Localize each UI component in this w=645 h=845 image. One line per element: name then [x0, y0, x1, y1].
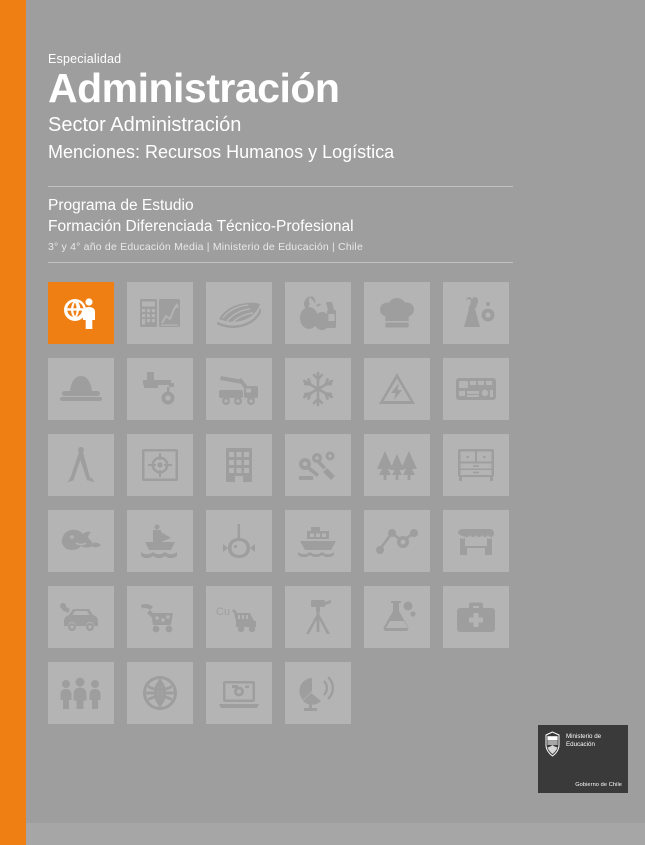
ministry-name-line2: Educación: [566, 741, 595, 749]
naves-icon: [297, 525, 339, 557]
specialty-icon-grid: [48, 282, 520, 724]
divider-top: [48, 186, 513, 187]
acuicultura-icon: [60, 525, 102, 557]
refrigeracion-icon: [300, 371, 336, 407]
forestal-icon: [376, 449, 418, 481]
audiovisual-icon: [218, 677, 260, 709]
metalurgia-icon: [216, 601, 262, 633]
electronica-icon: [455, 374, 497, 404]
tile-edificacion[interactable]: [206, 434, 272, 496]
dibujo-tecnico-icon: [66, 446, 96, 484]
program-line-2: Formación Diferenciada Técnico-Profesional: [48, 217, 354, 235]
header-block: [48, 52, 518, 164]
tile-naves[interactable]: [285, 510, 351, 572]
topografia-icon: [301, 598, 335, 636]
tile-salud[interactable]: [443, 586, 509, 648]
muebles-icon: [457, 448, 495, 482]
mineria-icon: [139, 601, 181, 633]
tile-contabilidad[interactable]: [127, 282, 193, 344]
page-title: Administración: [48, 65, 340, 111]
edificacion-icon: [222, 446, 256, 484]
svg-text:Cu: Cu: [216, 606, 231, 618]
parvulos-icon: [59, 677, 103, 709]
tile-construccion[interactable]: [48, 358, 114, 420]
industrial-icon: [297, 448, 339, 482]
gastronomia-icon: [376, 296, 418, 330]
alimentacion-icon: [298, 294, 338, 332]
tile-dibujo-tecnico[interactable]: [48, 434, 114, 496]
tile-recursos-pesqueros[interactable]: [206, 510, 272, 572]
tile-administracion[interactable]: [48, 282, 114, 344]
pesqueria-icon: [139, 524, 181, 558]
tile-industrial[interactable]: [285, 434, 351, 496]
tile-montaje-industrial[interactable]: [206, 358, 272, 420]
tile-mineria[interactable]: [127, 586, 193, 648]
tile-electronica[interactable]: [443, 358, 509, 420]
montaje-industrial-icon: [217, 372, 261, 406]
mecanica-precision-icon: [141, 447, 179, 483]
divider-bottom: [48, 262, 513, 263]
tile-metalurgia[interactable]: [206, 586, 272, 648]
quimica-icon: [377, 599, 417, 635]
accent-bar: [0, 0, 26, 845]
eyebrow-label: Especialidad: [48, 52, 122, 66]
program-line-1: Programa de Estudio: [48, 197, 194, 214]
government-label: Gobierno de Chile: [575, 782, 622, 788]
tile-comercio[interactable]: [443, 510, 509, 572]
recursos-pesqueros-icon: [222, 522, 256, 560]
tile-acuicultura[interactable]: [48, 510, 114, 572]
tile-mecanica-automotriz[interactable]: [48, 586, 114, 648]
tile-mecanica-precision[interactable]: [127, 434, 193, 496]
salud-icon: [456, 601, 496, 633]
comercio-icon: [456, 525, 496, 557]
tile-parvulos[interactable]: [48, 662, 114, 724]
ministry-name-line1: Ministerio de: [566, 733, 602, 740]
tile-instalaciones-sanitarias[interactable]: [127, 358, 193, 420]
cover-content: [26, 0, 645, 845]
chile-crest-icon: [544, 731, 561, 757]
tile-audiovisual[interactable]: [206, 662, 272, 724]
tile-pesqueria[interactable]: [127, 510, 193, 572]
tile-quimica[interactable]: [364, 586, 430, 648]
vestuario-icon: [456, 294, 496, 332]
tile-telecomunicaciones[interactable]: [285, 662, 351, 724]
sector-subtitle: Sector Administración: [48, 114, 242, 136]
telecomunicaciones-icon: [298, 675, 338, 711]
tile-electromecanica[interactable]: [364, 510, 430, 572]
ministry-top: [544, 731, 622, 757]
tile-agropecuaria[interactable]: [206, 282, 272, 344]
contabilidad-icon: [139, 296, 181, 330]
tile-forestal[interactable]: [364, 434, 430, 496]
ministry-logo: [538, 725, 628, 793]
menciones-subtitle: Menciones: Recursos Humanos y Logística: [48, 142, 395, 162]
program-block: [48, 196, 518, 238]
tile-gastronomia[interactable]: [364, 282, 430, 344]
electricidad-icon: [378, 372, 416, 406]
tile-vestuario[interactable]: [443, 282, 509, 344]
tile-refrigeracion[interactable]: [285, 358, 351, 420]
mecanica-automotriz-icon: [60, 602, 102, 632]
ministry-name: [566, 731, 601, 750]
tile-turismo[interactable]: [127, 662, 193, 724]
tile-alimentacion[interactable]: [285, 282, 351, 344]
agropecuaria-icon: [217, 297, 261, 329]
electromecanica-icon: [376, 525, 418, 557]
tile-topografia[interactable]: [285, 586, 351, 648]
tile-electricidad[interactable]: [364, 358, 430, 420]
turismo-icon: [142, 675, 178, 711]
meta-line: 3° y 4° año de Educación Media | Ministerio de Educación | Chile: [48, 241, 363, 253]
instalaciones-sanitarias-icon: [142, 370, 178, 408]
administracion-icon: [61, 295, 101, 331]
construccion-icon: [60, 374, 102, 404]
tile-muebles[interactable]: [443, 434, 509, 496]
